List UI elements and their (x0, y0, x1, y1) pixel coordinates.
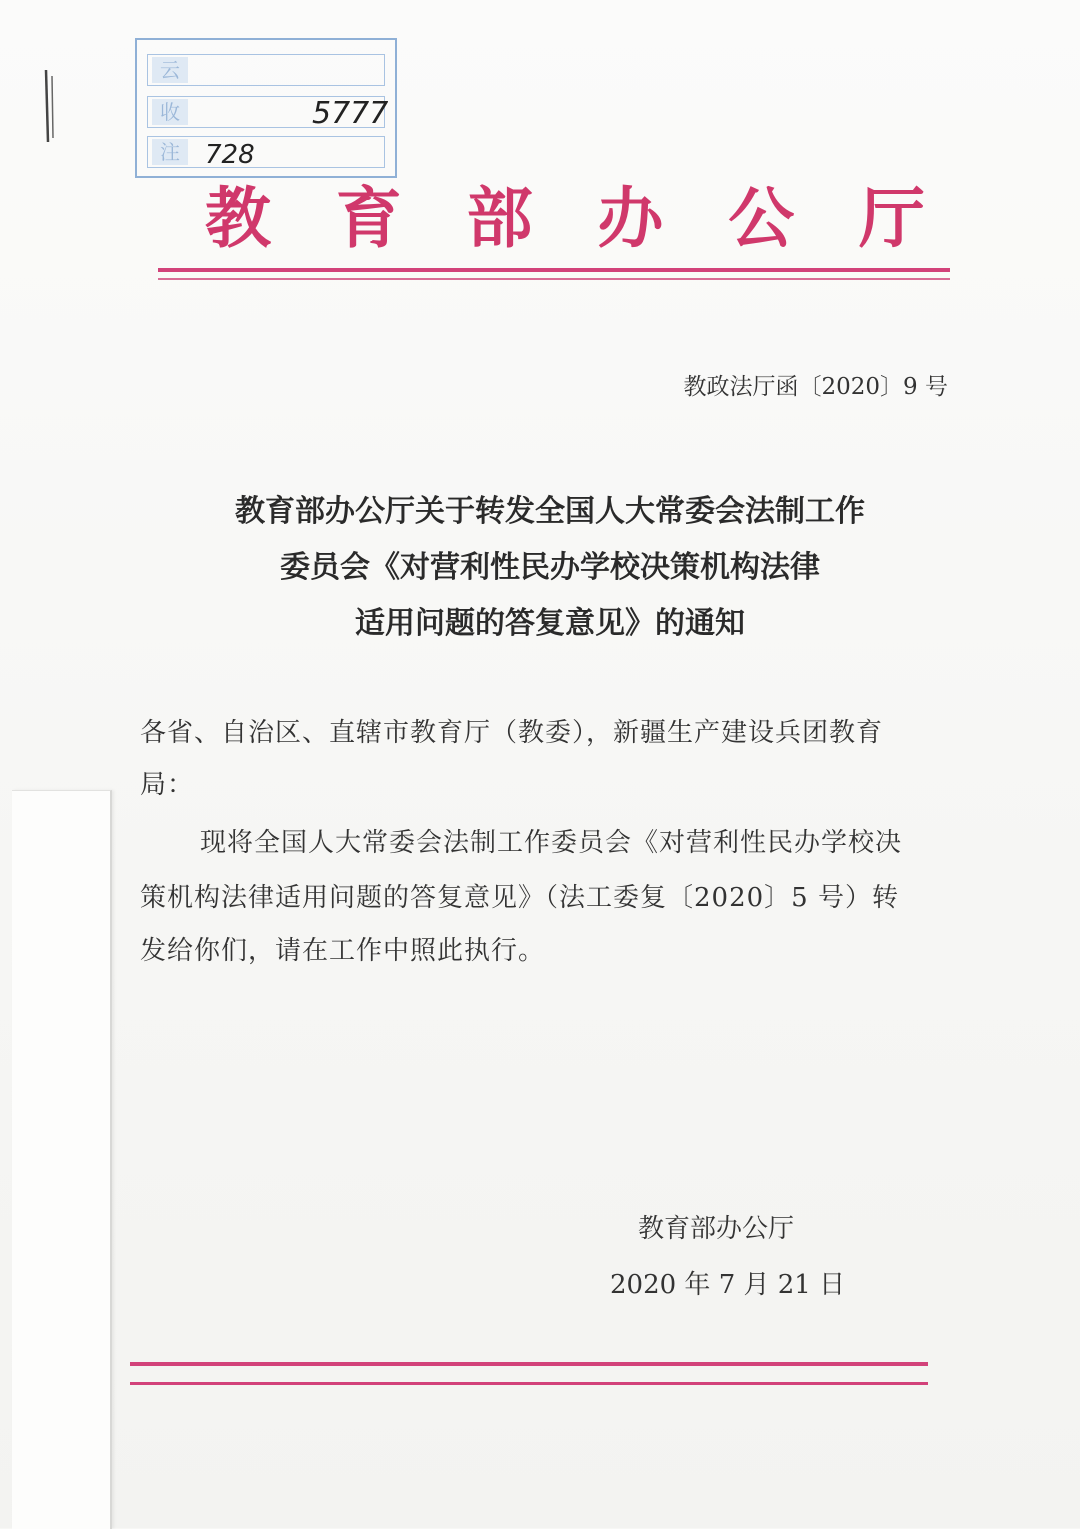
title-line: 委员会《对营利性民办学校决策机构法律 (280, 550, 820, 585)
addressee-line: 各省、自治区、直辖市教育厅（教委），新疆生产建设兵团教育 (140, 718, 884, 748)
header-red-rule-thin (158, 278, 950, 280)
signature-date: 2020 年 7 月 21 日 (610, 1270, 846, 1300)
letterhead-char: 育 (335, 179, 402, 257)
title-line: 教育部办公厅关于转发全国人大常委会法制工作 (235, 494, 865, 529)
body-paragraph-line: 现将全国人大常委会法制工作委员会《对营利性民办学校决 (200, 828, 903, 858)
header-red-rule (158, 268, 950, 272)
handwritten-number: 5777 (312, 96, 389, 131)
document-title (150, 484, 950, 652)
body-paragraph-line: 策机构法律适用问题的答复意见》（法工委复〔2020〕5 号）转 (140, 883, 899, 913)
letterhead-char: 办 (597, 179, 664, 257)
footer-red-rule (130, 1362, 928, 1366)
letterhead (205, 165, 925, 260)
paper-edge-strip (12, 790, 112, 1529)
signature-org: 教育部办公厅 (638, 1214, 795, 1244)
letterhead-char: 厅 (858, 179, 925, 257)
handwritten-sequence: 728 (205, 140, 255, 170)
body-paragraph-line: 发给你们，请在工作中照此执行。 (140, 936, 546, 966)
document-number: 教政法厅函〔2020〕9 号 (683, 374, 948, 400)
title-line: 适用问题的答复意见》的通知 (355, 606, 745, 641)
margin-pencil-mark (38, 66, 66, 146)
stamp-label: 注 (152, 139, 188, 165)
stamp-label: 收 (152, 99, 188, 125)
footer-red-rule-second (130, 1382, 928, 1385)
addressee-line: 局： (140, 770, 195, 800)
stamp-row (147, 54, 385, 86)
letterhead-char: 部 (466, 179, 533, 257)
letterhead-char: 教 (205, 179, 271, 257)
stamp-row (147, 136, 385, 168)
stamp-label: 云 (152, 57, 188, 83)
letterhead-char: 公 (728, 179, 795, 257)
